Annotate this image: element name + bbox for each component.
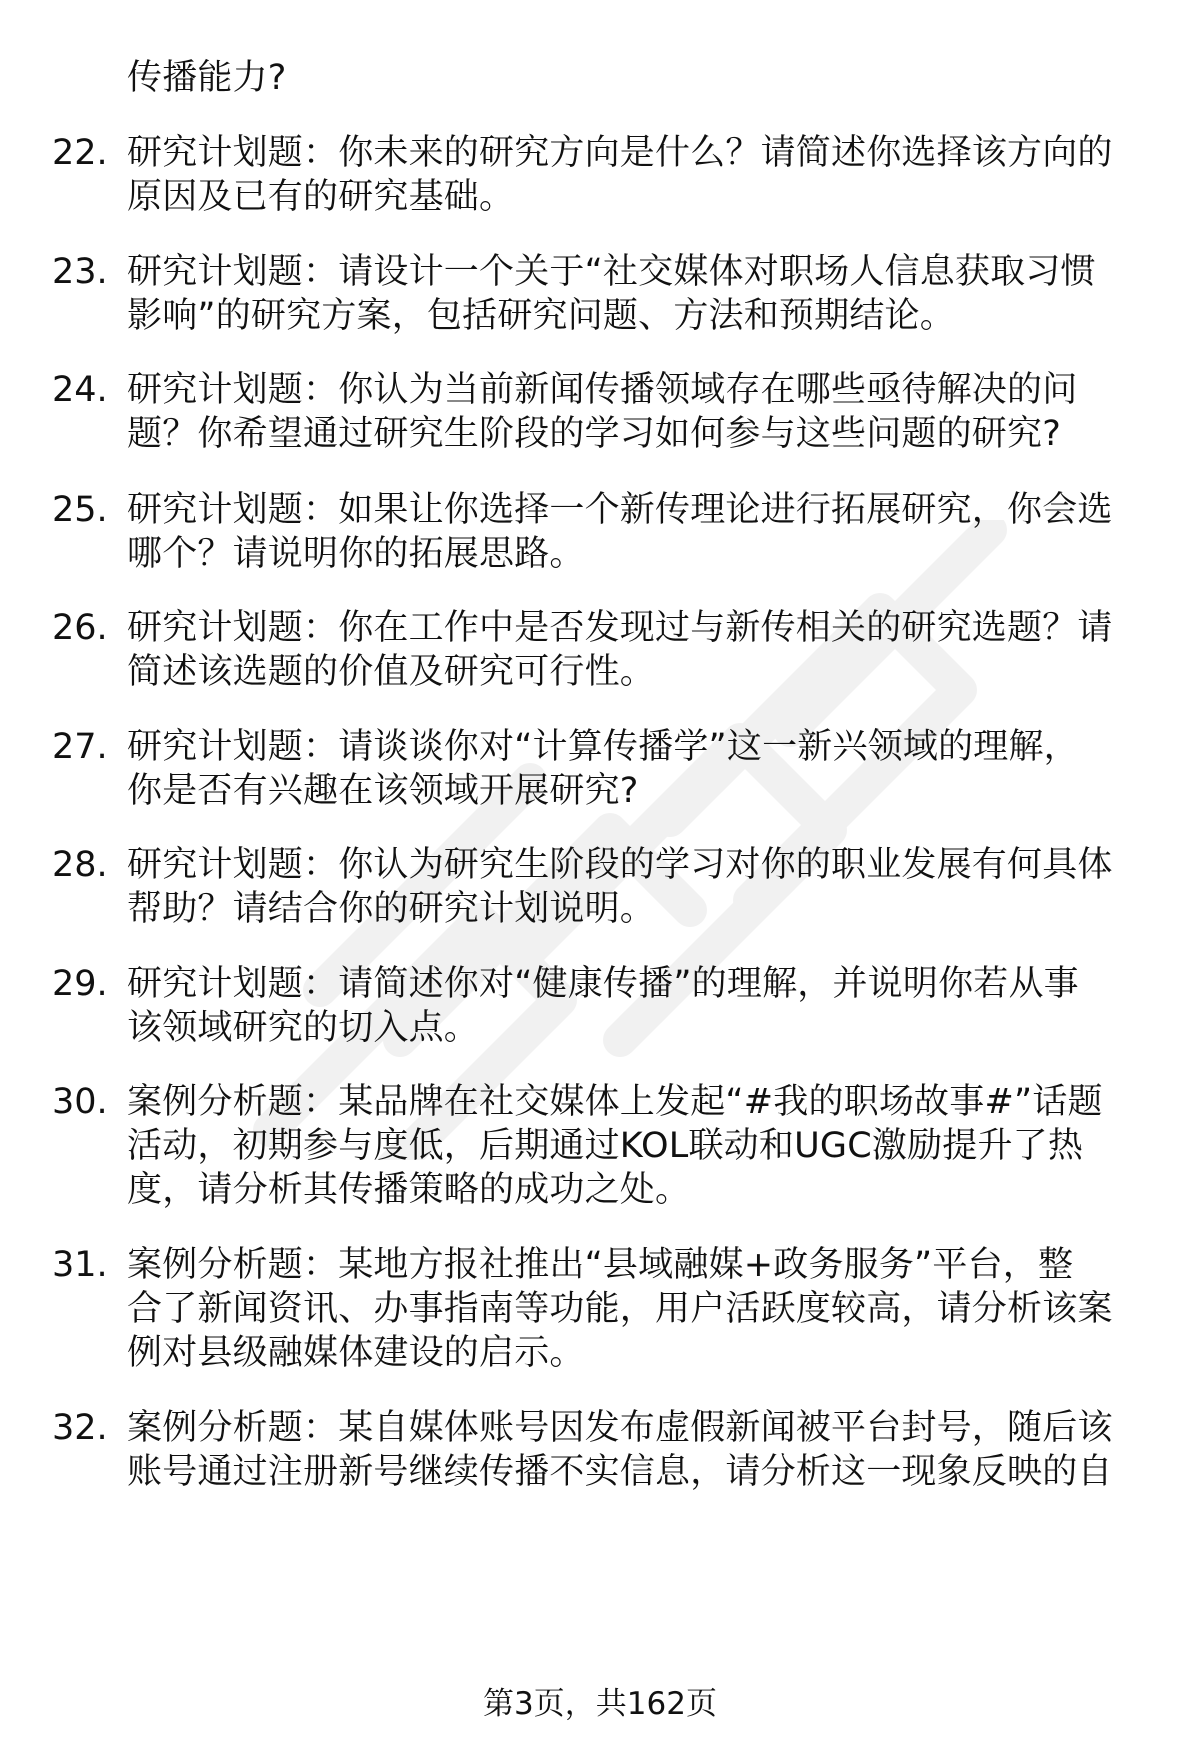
question-text-line: 研究计划题：请简述你对“健康传播”的理解，并说明你若从事: [127, 964, 1079, 1004]
question-text-line: 案例分析题：某地方报社推出“县域融媒+政务服务”平台，整: [127, 1245, 1074, 1285]
question-text-line: 活动，初期参与度低，后期通过KOL联动和UGC激励提升了热: [127, 1126, 1084, 1166]
question-text-line: 题？你希望通过研究生阶段的学习如何参与这些问题的研究?: [127, 414, 1061, 454]
question-text-line: 研究计划题：你认为当前新闻传播领域存在哪些亟待解决的问: [127, 370, 1078, 410]
question-text-line: 研究计划题：你未来的研究方向是什么？请简述你选择该方向的: [127, 133, 1113, 173]
question-number: 25.: [52, 490, 108, 530]
question-number: 22.: [52, 133, 108, 173]
question-text-line: 例对县级融媒体建设的启示。: [127, 1333, 585, 1373]
question-number: 30.: [52, 1082, 108, 1122]
question-number: 29.: [52, 964, 108, 1004]
question-text-line: 度，请分析其传播策略的成功之处。: [127, 1170, 691, 1210]
question-text-line: 你是否有兴趣在该领域开展研究?: [127, 771, 639, 811]
question-text-line: 合了新闻资讯、办事指南等功能，用户活跃度较高，请分析该案: [127, 1289, 1113, 1329]
question-number: 27.: [52, 727, 108, 767]
question-text-line: 研究计划题：请谈谈你对“计算传播学”这一新兴领域的理解，: [127, 727, 1079, 767]
question-text-line: 哪个？请说明你的拓展思路。: [127, 534, 585, 574]
question-number: 24.: [52, 370, 108, 410]
question-number: 31.: [52, 1245, 108, 1285]
question-text-line: 案例分析题：某品牌在社交媒体上发起“#我的职场故事#”话题: [127, 1082, 1103, 1122]
question-text-line: 研究计划题：你在工作中是否发现过与新传相关的研究选题？请: [127, 608, 1113, 648]
question-text-line: 账号通过注册新号继续传播不实信息，请分析这一现象反映的自: [127, 1452, 1113, 1492]
question-text-line: 该领域研究的切入点。: [127, 1008, 480, 1048]
question-text-line: 帮助？请结合你的研究计划说明。: [127, 889, 656, 929]
question-text-line: 研究计划题：如果让你选择一个新传理论进行拓展研究，你会选: [127, 490, 1113, 530]
question-number: 28.: [52, 845, 108, 885]
continued-text-line: 传播能力?: [127, 58, 287, 98]
question-text-line: 原因及已有的研究基础。: [127, 177, 515, 217]
question-number: 32.: [52, 1408, 108, 1448]
question-text-line: 简述该选题的价值及研究可行性。: [127, 652, 656, 692]
question-text-line: 影响”的研究方案，包括研究问题、方法和预期结论。: [127, 296, 955, 336]
question-number: 23.: [52, 252, 108, 292]
page-number-footer: 第3页，共162页: [483, 1686, 717, 1722]
question-text-line: 研究计划题：你认为研究生阶段的学习对你的职业发展有何具体: [127, 845, 1113, 885]
question-text-line: 研究计划题：请设计一个关于“社交媒体对职场人信息获取习惯: [127, 252, 1096, 292]
question-text-line: 案例分析题：某自媒体账号因发布虚假新闻被平台封号，随后该: [127, 1408, 1113, 1448]
question-number: 26.: [52, 608, 108, 648]
